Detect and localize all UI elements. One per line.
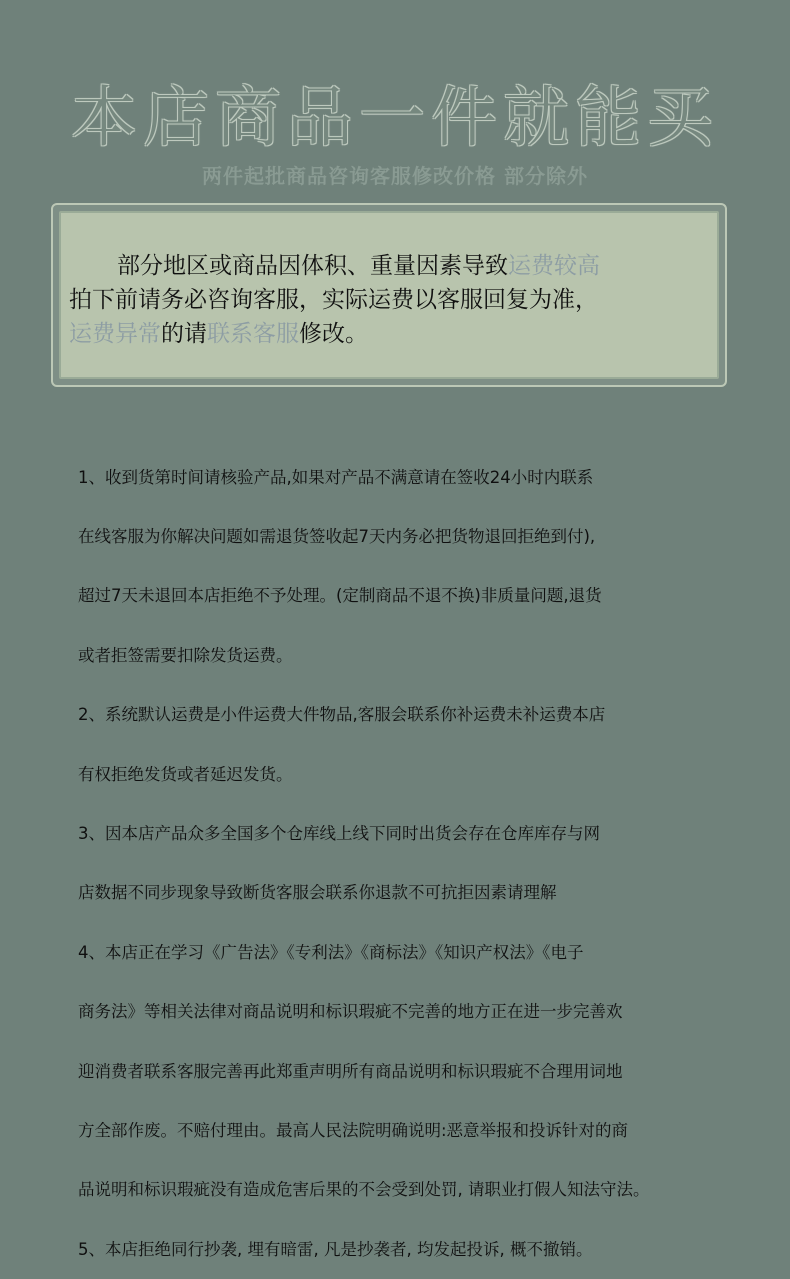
notice-line-3-text-2: 修改。 [299, 321, 368, 347]
terms-line: 4、本店正在学习《广告法》《专利法》《商标法》《知识产权法》《电子 [78, 942, 584, 962]
terms-line: 商务法》等相关法律对商品说明和标识瑕疵不完善的地方正在进一步完善欢 [78, 1002, 623, 1022]
terms-line: 或者拒签需要扣除发货运费。 [78, 645, 293, 665]
terms-line: 品说明和标识瑕疵没有造成危害后果的不会受到处罚, 请职业打假人知法守法。 [78, 1180, 650, 1200]
page-subtitle: 两件起批商品咨询客服修改价格 部分除外 [202, 164, 588, 188]
terms-line: 方全部作废。不赔付理由。最高人民法院明确说明:恶意举报和投诉针对的商 [78, 1120, 629, 1140]
notice-line-3 [69, 317, 703, 351]
notice-highlight-high-shipping: 运费较高 [508, 253, 600, 279]
terms-line: 3、因本店产品众多全国多个仓库线上线下同时出货会存在仓库库存与网 [78, 823, 600, 843]
store-terms [78, 428, 778, 1279]
terms-line: 迎消费者联系客服完善再此郑重声明所有商品说明和标识瑕疵不合理用词地 [78, 1061, 623, 1081]
notice-highlight-abnormal-shipping: 运费异常 [69, 321, 161, 347]
shipping-notice-content [59, 211, 719, 379]
notice-line-1 [117, 249, 703, 283]
notice-line-1-text: 部分地区或商品因体积、重量因素导致 [117, 253, 508, 279]
terms-line: 5、本店拒绝同行抄袭, 埋有暗雷, 凡是抄袭者, 均发起投诉, 概不撤销。 [78, 1239, 593, 1259]
terms-line: 超过7天未退回本店拒绝不予处理。(定制商品不退不换)非质量问题,退货 [78, 586, 602, 606]
notice-line-2 [69, 283, 703, 317]
terms-line: 在线客服为你解决问题如需退货签收起7天内务必把货物退回拒绝到付), [78, 526, 596, 546]
page-title: 本店商品一件就能买 [71, 79, 719, 156]
notice-highlight-contact-service: 联系客服 [207, 321, 299, 347]
terms-line: 2、系统默认运费是小件运费大件物品,客服会联系你补运费未补运费本店 [78, 705, 606, 725]
terms-line: 1、收到货第时间请核验产品,如果对产品不满意请在签收24小时内联系 [78, 467, 594, 487]
shipping-notice-box [51, 203, 727, 387]
notice-line-3-text-1: 的请 [161, 321, 207, 347]
terms-line: 有权拒绝发货或者延迟发货。 [78, 764, 293, 784]
notice-line-2-text: 拍下前请务必咨询客服，实际运费以客服回复为准， [69, 287, 598, 313]
terms-line: 店数据不同步现象导致断货客服会联系你退款不可抗拒因素请理解 [78, 883, 557, 903]
